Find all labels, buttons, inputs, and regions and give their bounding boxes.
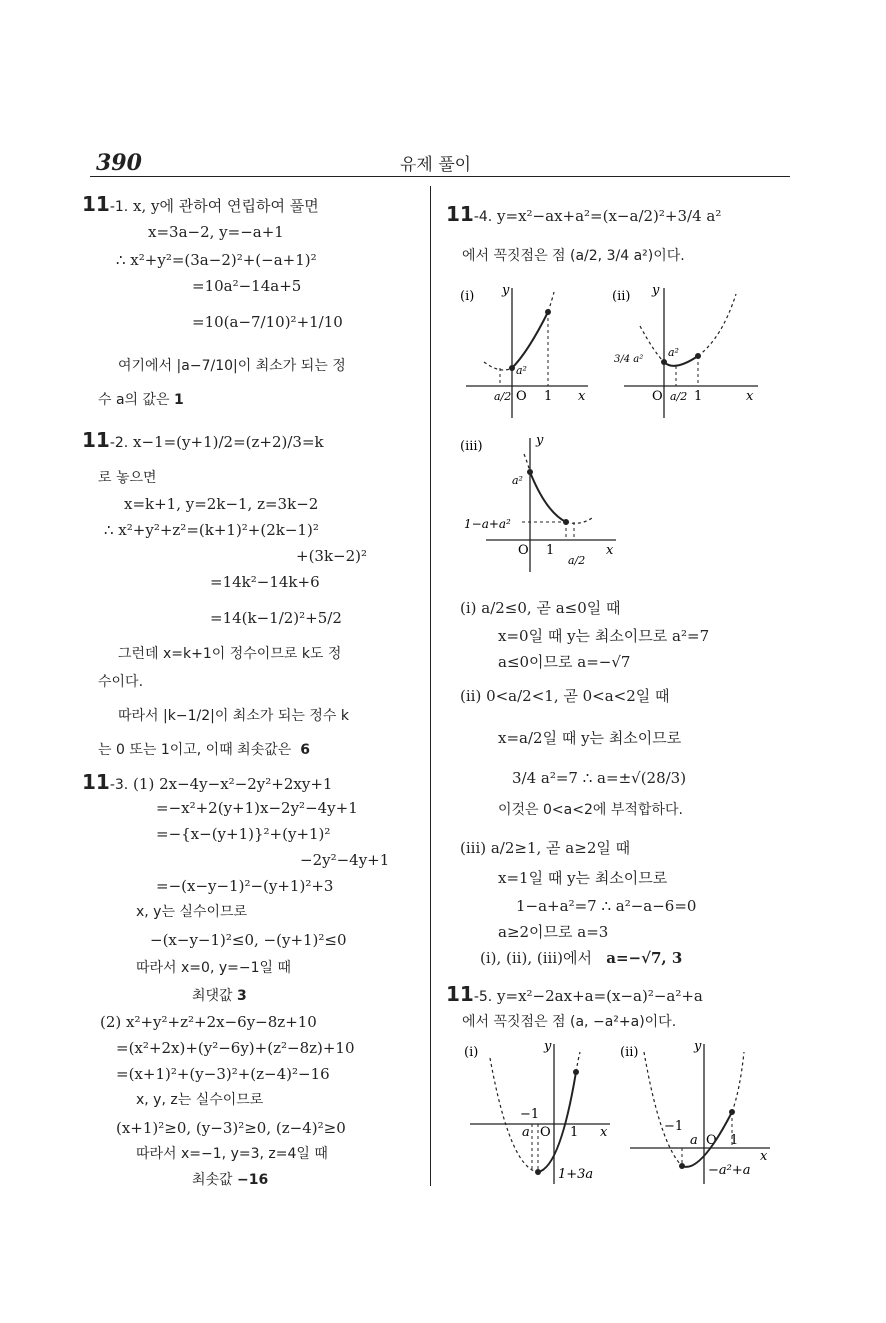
line: (ii) 0<a/2<1, 곧 0<a<2일 때 xyxy=(460,687,670,705)
line: a≤0이므로 a=−√7 xyxy=(498,653,631,671)
line: x, y는 실수이므로 xyxy=(136,904,248,920)
line: =14(k−1/2)²+5/2 xyxy=(210,609,342,627)
line-with-answer: 최댓값 3 xyxy=(192,988,247,1004)
line: 여기에서 |a−7/10|이 최소가 되는 정 xyxy=(118,358,346,374)
svg-text:3/4 a²: 3/4 a² xyxy=(614,354,644,365)
answer: 1 xyxy=(174,392,184,408)
line: 3/4 a²=7 ∴ a=±√(28/3) xyxy=(512,769,687,787)
svg-text:O: O xyxy=(516,389,527,404)
header-rule xyxy=(90,176,790,177)
problem-11-5-header: 11-5. y=x²−2ax+a=(x−a)²−a²+a xyxy=(446,982,703,1006)
line: 따라서 |k−1/2|이 최소가 되는 정수 k xyxy=(118,708,349,724)
line: 그런데 x=k+1이 정수이므로 k도 정 xyxy=(118,646,342,662)
line: (2) x²+y²+z²+2x−6y−8z+10 xyxy=(100,1013,317,1031)
problem-11-4-header: 11-4. y=x²−ax+a²=(x−a/2)²+3/4 a² xyxy=(446,202,722,226)
line: y=x²−ax+a²=(x−a/2)²+3/4 a² xyxy=(497,207,722,225)
page-number: 390 xyxy=(96,150,142,176)
line: a≥2이므로 a=3 xyxy=(498,923,609,941)
line: y=x²−2ax+a=(x−a)²−a²+a xyxy=(497,987,703,1005)
graph-4-ii xyxy=(612,282,762,422)
svg-text:−1: −1 xyxy=(520,1107,540,1122)
line: =14k²−14k+6 xyxy=(210,573,320,591)
svg-text:a/2: a/2 xyxy=(670,390,688,403)
svg-text:a²: a² xyxy=(516,364,527,377)
svg-text:1: 1 xyxy=(546,543,555,558)
line: (iii) a/2≥1, 곧 a≥2일 때 xyxy=(460,839,631,857)
column-divider xyxy=(430,186,431,1186)
problem-11-1-header: 11-1. x, y에 관하여 연립하여 풀면 xyxy=(82,192,319,216)
graph-4-iii xyxy=(456,432,626,582)
svg-text:x: x xyxy=(600,1125,608,1140)
svg-text:1: 1 xyxy=(544,389,553,404)
line: +(3k−2)² xyxy=(296,547,368,565)
svg-text:(i): (i) xyxy=(464,1045,479,1060)
svg-text:1: 1 xyxy=(694,389,703,404)
line: 따라서 x=−1, y=3, z=4일 때 xyxy=(136,1146,328,1162)
line: =10a²−14a+5 xyxy=(192,277,302,295)
svg-text:(ii): (ii) xyxy=(620,1045,639,1060)
svg-text:y: y xyxy=(536,433,544,448)
svg-text:1: 1 xyxy=(730,1133,739,1148)
line: ∴ x²+y²=(3a−2)²+(−a+1)² xyxy=(116,251,317,269)
answer: a=−√7, 3 xyxy=(606,949,683,967)
line: x=k+1, y=2k−1, z=3k−2 xyxy=(124,495,319,513)
line: (x+1)²≥0, (y−3)²≥0, (z−4)²≥0 xyxy=(116,1119,346,1137)
line-with-answer: 수 a의 값은 1 xyxy=(98,392,184,408)
svg-text:1: 1 xyxy=(570,1125,579,1140)
line: x=0일 때 y는 최소이므로 a²=7 xyxy=(498,627,710,645)
page-title: 유제 풀이 xyxy=(400,155,472,175)
line: 로 놓으면 xyxy=(98,470,157,486)
problem-11-3-header: 11-3. (1) 2x−4y−x²−2y²+2xy+1 xyxy=(82,770,333,794)
line: 에서 꼭짓점은 점 (a, −a²+a)이다. xyxy=(462,1014,677,1030)
line: −2y²−4y+1 xyxy=(300,851,390,869)
answer: 3 xyxy=(237,988,247,1004)
line: 따라서 x=0, y=−1일 때 xyxy=(136,960,291,976)
svg-text:1+3a: 1+3a xyxy=(558,1167,594,1182)
problem-number: 11 xyxy=(82,770,110,794)
line-with-answer: 최솟값 −16 xyxy=(192,1172,269,1188)
line: x−1=(y+1)/2=(z+2)/3=k xyxy=(133,433,324,451)
svg-text:a/2: a/2 xyxy=(568,554,586,567)
svg-text:a²: a² xyxy=(512,474,523,487)
svg-text:a²: a² xyxy=(668,346,679,359)
graph-4-i xyxy=(456,282,596,422)
line: ∴ x²+y²+z²=(k+1)²+(2k−1)² xyxy=(104,521,319,539)
graph-5-i xyxy=(460,1038,620,1188)
line: 에서 꼭짓점은 점 (a/2, 3/4 a²)이다. xyxy=(462,248,685,264)
line: (1) 2x−4y−x²−2y²+2xy+1 xyxy=(133,775,333,793)
svg-text:(iii): (iii) xyxy=(460,439,483,454)
svg-text:1−a+a²: 1−a+a² xyxy=(464,517,511,531)
problem-number: 11 xyxy=(446,982,474,1006)
answer: 6 xyxy=(300,742,310,758)
svg-text:x: x xyxy=(578,389,586,404)
svg-text:−1: −1 xyxy=(664,1119,684,1134)
line: x=a/2일 때 y는 최소이므로 xyxy=(498,729,682,747)
problem-number: 11 xyxy=(446,202,474,226)
problem-number: 11 xyxy=(82,428,110,452)
line: x=1일 때 y는 최소이므로 xyxy=(498,869,668,887)
line: =−(x−y−1)²−(y+1)²+3 xyxy=(156,877,334,895)
svg-text:y: y xyxy=(502,283,510,298)
line: x, y, z는 실수이므로 xyxy=(136,1092,264,1108)
line: =10(a−7/10)²+1/10 xyxy=(192,313,343,331)
line: 이것은 0<a<2에 부적합하다. xyxy=(498,802,683,818)
svg-text:x: x xyxy=(606,543,614,558)
line: −(x−y−1)²≤0, −(y+1)²≤0 xyxy=(150,931,347,949)
problem-number: 11 xyxy=(82,192,110,216)
line: =−x²+2(y+1)x−2y²−4y+1 xyxy=(156,799,358,817)
line-with-answer: 는 0 또는 1이고, 이때 최솟값은 6 xyxy=(98,742,310,758)
line: 수이다. xyxy=(98,674,144,690)
svg-text:y: y xyxy=(652,283,660,298)
graph-5-ii xyxy=(620,1038,780,1188)
graph-tag: (i) xyxy=(460,289,475,304)
svg-text:x: x xyxy=(746,389,754,404)
line: x=3a−2, y=−a+1 xyxy=(148,223,284,241)
svg-text:O: O xyxy=(706,1133,717,1148)
problem-11-2-header: 11-2. x−1=(y+1)/2=(z+2)/3=k xyxy=(82,428,324,452)
svg-text:a: a xyxy=(690,1133,698,1148)
line: =−{x−(y+1)}²+(y+1)² xyxy=(156,825,331,843)
line: x, y에 관하여 연립하여 풀면 xyxy=(133,197,319,215)
line: (i) a/2≤0, 곧 a≤0일 때 xyxy=(460,599,621,617)
svg-text:y: y xyxy=(694,1039,702,1054)
svg-text:a/2: a/2 xyxy=(494,390,512,403)
svg-text:a: a xyxy=(522,1125,530,1140)
svg-text:O: O xyxy=(652,389,663,404)
line-with-answer: (i), (ii), (iii)에서 a=−√7, 3 xyxy=(480,949,683,967)
svg-text:x: x xyxy=(760,1149,768,1164)
line: =(x²+2x)+(y²−6y)+(z²−8z)+10 xyxy=(116,1039,355,1057)
svg-text:O: O xyxy=(540,1125,551,1140)
svg-text:−a²+a: −a²+a xyxy=(708,1163,751,1178)
line: 1−a+a²=7 ∴ a²−a−6=0 xyxy=(516,897,697,915)
answer: −16 xyxy=(237,1172,269,1188)
line: =(x+1)²+(y−3)²+(z−4)²−16 xyxy=(116,1065,330,1083)
svg-text:y: y xyxy=(544,1039,552,1054)
svg-text:O: O xyxy=(518,543,529,558)
svg-text:(ii): (ii) xyxy=(612,289,631,304)
